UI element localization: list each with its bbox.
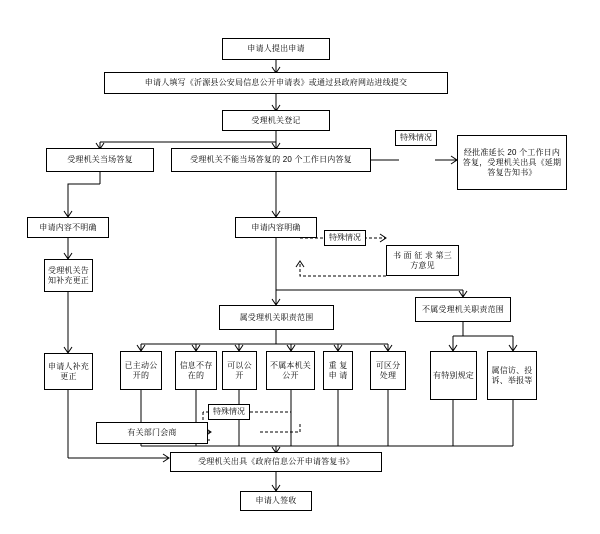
node-already-published[interactable]: 已主动公开的 — [120, 351, 162, 390]
edge-label-special-case-3: 特殊情况 — [208, 404, 250, 420]
node-applicant-submits[interactable]: 申请人提出申请 — [222, 38, 330, 60]
node-applicant-receipt[interactable]: 申请人签收 — [240, 491, 312, 511]
node-duplicate-request[interactable]: 重 复 申 请 — [323, 351, 353, 390]
edge-label-special-case-1: 特殊情况 — [395, 130, 437, 146]
node-special-regulation[interactable]: 有特别规定 — [430, 351, 477, 400]
node-agency-registration[interactable]: 受理机关登记 — [222, 110, 330, 131]
node-fill-application-form[interactable]: 申请人填写《沂源县公安局信息公开申请表》或通过县政府网站进线提交 — [104, 72, 448, 94]
node-third-party-opinion[interactable]: 书 面 征 求 第三方意见 — [386, 245, 459, 276]
node-can-publish[interactable]: 可以公开 — [222, 351, 257, 390]
node-petition-complaint[interactable]: 属信访、投诉、举报等 — [487, 351, 537, 400]
node-applicant-supplement[interactable]: 申请人补充更正 — [44, 353, 93, 390]
node-not-this-agency[interactable]: 不属本机关公开 — [266, 351, 315, 390]
node-within-agency-duty[interactable]: 属受理机关职责范围 — [219, 305, 334, 330]
node-extension-notice[interactable]: 经批准延长 20 个工作日内答复，受理机关出具《延期答复告知书》 — [457, 135, 567, 190]
node-request-clear[interactable]: 申请内容明确 — [235, 217, 317, 238]
node-department-consultation[interactable]: 有关部门会商 — [96, 422, 208, 444]
node-onsite-reply[interactable]: 受理机关当场答复 — [46, 148, 154, 172]
node-notify-supplement[interactable]: 受理机关告知补充更正 — [44, 259, 93, 292]
node-issue-reply-letter[interactable]: 受理机关出具《政府信息公开申请答复书》 — [170, 452, 382, 472]
edge-label-special-case-2: 特殊情况 — [324, 230, 366, 246]
node-request-unclear[interactable]: 申请内容不明确 — [27, 217, 109, 238]
node-outside-agency-duty[interactable]: 不属受理机关职责范围 — [415, 297, 511, 322]
node-info-not-exist[interactable]: 信息不存在的 — [175, 351, 217, 390]
node-20-workday-reply[interactable]: 受理机关不能当场答复的 20 个工作日内答复 — [171, 148, 371, 172]
node-separable-handling[interactable]: 可区分处理 — [370, 351, 406, 390]
